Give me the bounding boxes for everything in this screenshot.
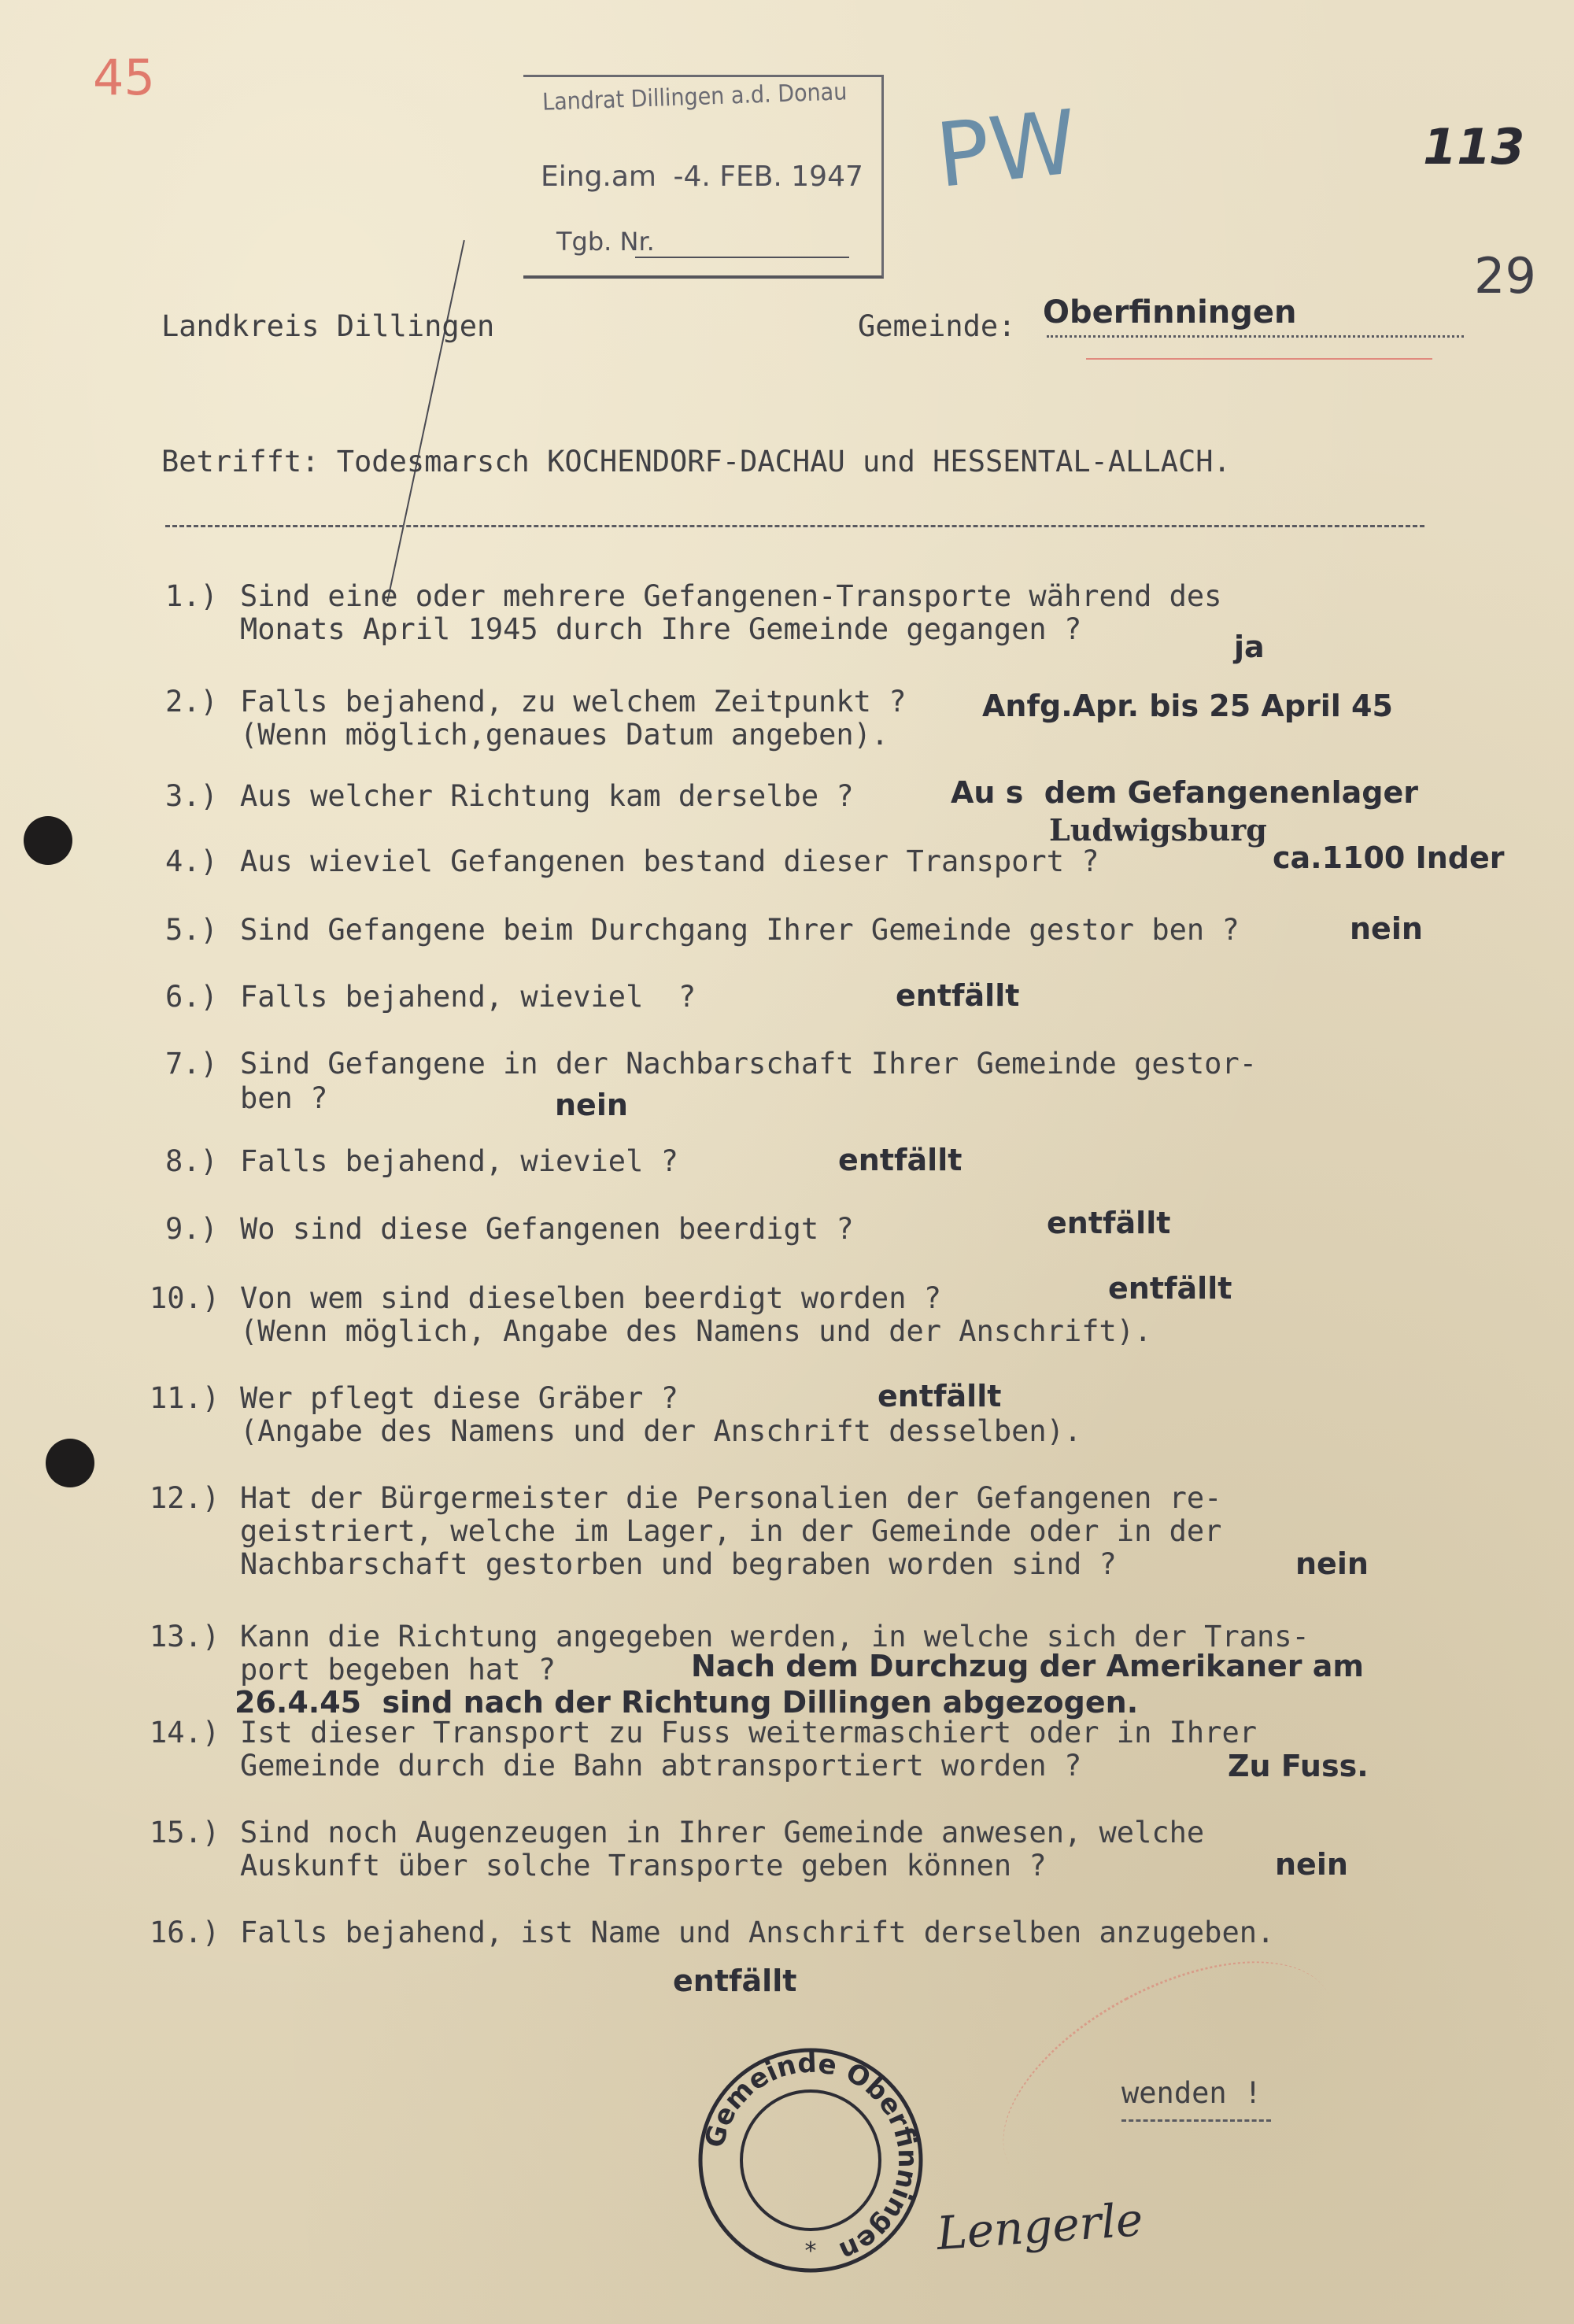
question-line: Kann die Richtung angegeben werden, in welche sich der Trans- xyxy=(240,1620,1310,1653)
stamp-received-label: Eing.am xyxy=(541,161,656,193)
question-line: Aus wieviel Gefangenen bestand dieser Transport ? xyxy=(240,844,1099,878)
municipality-value: Oberfinningen xyxy=(1043,294,1297,331)
page-number: 29 xyxy=(1474,247,1536,305)
question-line: Sind noch Augenzeugen in Ihrer Gemeinde anwesen, welche xyxy=(240,1816,1205,1849)
question-line: ben ? xyxy=(240,1081,328,1115)
punch-hole-top xyxy=(24,816,72,865)
question-line: Hat der Bürgermeister die Personalien der Gefangenen re- xyxy=(240,1481,1222,1515)
question-line: Falls bejahend, zu welchem Zeitpunkt ? xyxy=(240,685,907,719)
svg-text:*: * xyxy=(804,2237,817,2265)
stamp-journal-line xyxy=(635,257,849,258)
question-line: Sind Gefangene beim Durchgang Ihrer Gemeinde gestor ben ? xyxy=(240,913,1240,947)
question-line: Falls bejahend, wieviel ? xyxy=(240,980,696,1014)
question-line: Nachbarschaft gestorben und begraben worden sind ? xyxy=(240,1547,1117,1581)
answer: nein xyxy=(555,1088,628,1122)
question-number: 16.) xyxy=(150,1916,220,1949)
question-number: 6.) xyxy=(165,980,218,1014)
subject: Betrifft: Todesmarsch KOCHENDORF-DACHAU und HESSENTAL-ALLACH. xyxy=(161,445,1231,478)
question-line: Wer pflegt diese Gräber ? xyxy=(240,1381,678,1415)
question-number: 8.) xyxy=(165,1144,218,1178)
punch-hole-bottom xyxy=(46,1439,94,1487)
question-line: (Angabe des Namens und der Anschrift desselben). xyxy=(240,1414,1082,1448)
answer: ca.1100 Inder xyxy=(1273,841,1505,875)
answer: Au s dem Gefangenenlager xyxy=(951,775,1418,810)
turn-over-note: wenden ! xyxy=(1121,2076,1262,2110)
question-number: 4.) xyxy=(165,844,218,878)
answer: entfällt xyxy=(1108,1271,1232,1306)
question-number: 2.) xyxy=(165,685,218,719)
question-number: 10.) xyxy=(150,1281,220,1315)
question-line: Ist dieser Transport zu Fuss weitermaschiert oder in Ihrer xyxy=(240,1716,1258,1749)
question-line: (Wenn möglich, Angabe des Namens und der Anschrift). xyxy=(240,1314,1152,1348)
answer: entfällt xyxy=(878,1379,1002,1413)
signature: Lengerle xyxy=(934,2192,1145,2261)
answer: nein xyxy=(1275,1847,1348,1882)
answer-continuation: Ludwigsburg xyxy=(1049,812,1267,848)
answer: entfällt xyxy=(673,1964,797,1998)
question-line: Sind eine oder mehrere Gefangenen-Transporte während des xyxy=(240,579,1222,613)
district: Landkreis Dillingen xyxy=(161,309,495,343)
pen-stroke xyxy=(386,240,465,602)
stamp-received-row xyxy=(541,161,871,193)
question-number: 1.) xyxy=(165,579,218,613)
svg-text:Gemeinde Oberfinningen xyxy=(699,2048,923,2267)
stamp-authority: Landrat Dillingen a.d. Donau xyxy=(541,78,848,116)
question-number: 3.) xyxy=(165,779,218,813)
received-stamp xyxy=(523,75,884,279)
archive-number: 113 xyxy=(1423,118,1525,176)
question-line: Von wem sind dieselben beerdigt worden ? xyxy=(240,1281,942,1315)
answer: nein xyxy=(1295,1546,1369,1581)
question-line: Auskunft über solche Transporte geben können ? xyxy=(240,1849,1047,1882)
seal-text: Gemeinde Oberfinningen xyxy=(698,2047,924,2267)
answer: Anfg.Apr. bis 25 April 45 xyxy=(982,689,1393,723)
question-number: 5.) xyxy=(165,913,218,947)
question-line: Gemeinde durch die Bahn abtransportiert worden ? xyxy=(240,1749,1082,1783)
answer: ja xyxy=(1234,630,1265,664)
question-line: Wo sind diese Gefangenen beerdigt ? xyxy=(240,1212,854,1246)
answer-continuation: 26.4.45 sind nach der Richtung Dillingen abgezogen. xyxy=(235,1685,1139,1720)
answer: Zu Fuss. xyxy=(1228,1749,1369,1783)
question-number: 13.) xyxy=(150,1620,220,1653)
margin-mark: 45 xyxy=(93,49,155,106)
stamp-received-date: -4. FEB. 1947 xyxy=(673,161,863,193)
municipality-line xyxy=(1047,335,1464,338)
question-line: Aus welcher Richtung kam derselbe ? xyxy=(240,779,854,813)
question-number: 15.) xyxy=(150,1816,220,1849)
question-number: 12.) xyxy=(150,1481,220,1515)
question-line: Falls bejahend, ist Name und Anschrift derselben anzugeben. xyxy=(240,1916,1275,1949)
question-line: Monats April 1945 durch Ihre Gemeinde gegangen ? xyxy=(240,612,1082,646)
subject-rule xyxy=(165,525,1424,527)
initials-pw: PW xyxy=(931,91,1082,208)
question-number: 9.) xyxy=(165,1212,218,1246)
question-number: 11.) xyxy=(150,1381,220,1415)
turn-over-rule xyxy=(1121,2119,1271,2122)
question-line: geistriert, welche im Lager, in der Gemeinde oder in der xyxy=(240,1514,1222,1548)
municipality-label: Gemeinde: xyxy=(858,309,1016,343)
stamp-journal-label: Tgb. Nr. xyxy=(556,227,655,257)
answer: entfällt xyxy=(838,1143,963,1177)
municipality-redline xyxy=(1086,358,1432,360)
answer: entfällt xyxy=(896,978,1020,1013)
question-line: Falls bejahend, wieviel ? xyxy=(240,1144,678,1178)
answer: nein xyxy=(1350,911,1423,946)
question-line: (Wenn möglich,genaues Datum angeben). xyxy=(240,718,889,752)
question-number: 7.) xyxy=(165,1047,218,1081)
question-number: 14.) xyxy=(150,1716,220,1749)
answer: Nach dem Durchzug der Amerikaner am xyxy=(691,1649,1364,1683)
answer: entfällt xyxy=(1047,1206,1171,1240)
question-line: Sind Gefangene in der Nachbarschaft Ihrer Gemeinde gestor- xyxy=(240,1047,1258,1081)
municipal-seal xyxy=(693,2042,929,2278)
question-line: port begeben hat ? xyxy=(240,1653,556,1687)
